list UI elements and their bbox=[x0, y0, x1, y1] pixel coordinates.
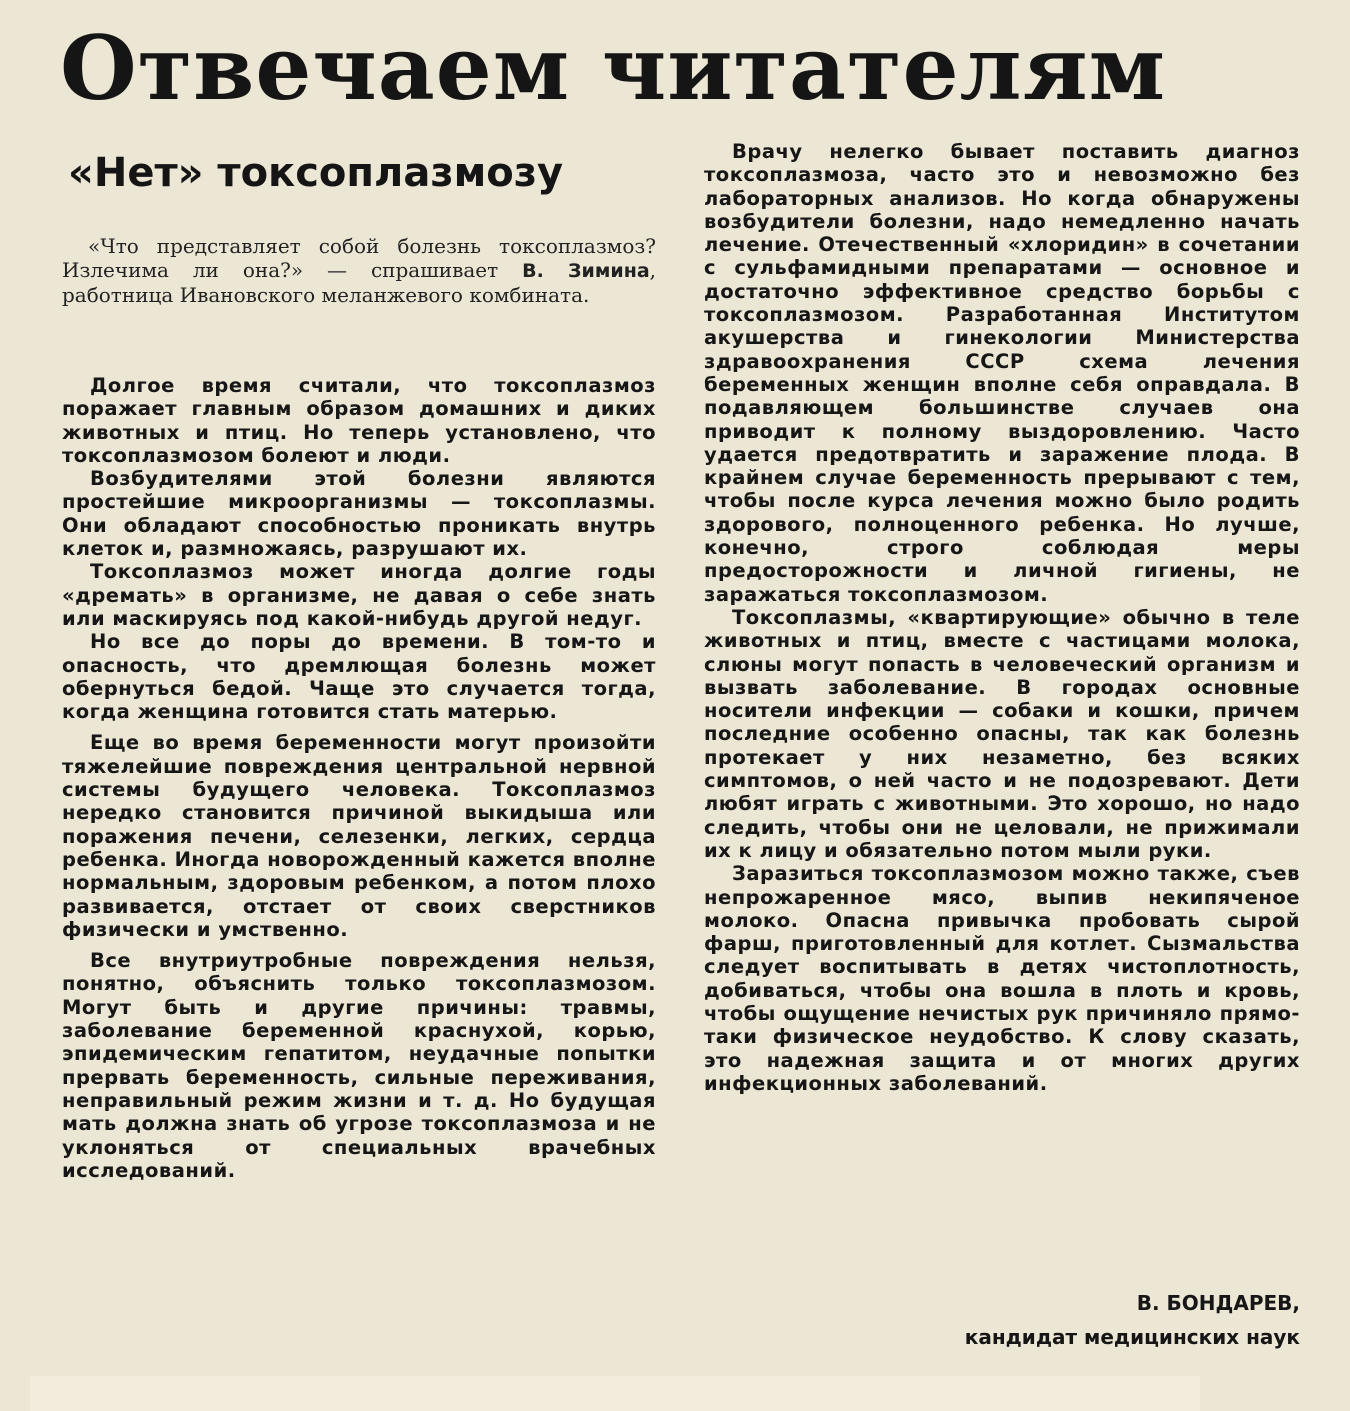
article-paragraph: Возбудителями этой болезни являются простейшие микроорганизмы — токсоплазмы. Они обладают способностью проникать внутрь клеток и, размножаясь, разрушают их. bbox=[62, 467, 656, 561]
question-text-end: , работница Ивановского меланжевого комбината. bbox=[62, 258, 657, 307]
article-paragraph: Но все до поры до времени. В том-то и опасность, что дремлющая болезнь может обернуться бедой. Чаще это случается тогда, когда женщина готовится стать матерью. bbox=[62, 630, 656, 724]
question-author: В. Зимина bbox=[522, 260, 650, 282]
article-paragraph: Врачу нелегко бывает поставить диагноз токсоплазмоза, часто это и невозможно без лабораторных анализов. Но когда обнаружены возбудители болезни, надо немедленно начать лечение. Отечественный «хлоридин» в сочетании с сульфамидными препаратами — основное и достаточно эффективное средство борьбы с токсоплазмозом. Разработанная Институтом акушерства и гинекологии Министерства здравоохранения СССР схема лечения беременных женщин вполне себя оправдала. В подавляющем большинстве случаев она приводит к полному выздоровлению. Часто удается предотвратить и заражение плода. В крайнем случае беременность прерывают с тем, чтобы после курса лечения можно было родить здорового, полноценного ребенка. Но лучше, конечно, строго соблюдая меры предосторожности и личной гигиены, не заражаться токсоплазмозом. bbox=[704, 140, 1300, 606]
article-title: «Нет» токсоплазмозу bbox=[68, 150, 564, 196]
article-paragraph: Долгое время считали, что токсоплазмоз поражает главным образом домашних и диких животных и птиц. Но теперь установлено, что токсоплазмозом болеют и люди. bbox=[62, 374, 656, 467]
article-paragraph: Еще во время беременности могут произойти тяжелейшие повреждения центральной нервной системы будущего человека. Токсоплазмоз нередко становится причиной выкидыша или поражения печени, селезенки, легких, сердца ребенка. Иногда новорожденный кажется вполне нормальным, здоровым ребенком, а потом плохо развивается, отстает от своих сверстников физически и умственно. bbox=[62, 731, 656, 941]
article-paragraph: Токсоплазмы, «квартирующие» обычно в теле животных и птиц, вместе с частицами молока, слюны могут попасть в человеческий организм и вызвать заболевание. В городах основные носители инфекции — собаки и кошки, причем последние особенно опасны, так как болезнь протекает у них незаметно, без всяких симптомов, о ней часто и не подозревают. Дети любят играть с животными. Это хорошо, но надо следить, чтобы они не целовали, не прижимали их к лицу и обязательно потом мыли руки. bbox=[704, 605, 1300, 862]
article-paragraph: Токсоплазмоз может иногда долгие годы «дремать» в организме, не давая о себе знать или маскируясь под какой-нибудь другой недуг. bbox=[62, 560, 656, 630]
question-text-start: «Что представляет собой болезнь токсоплазмоз? Излечима ли она?» — спрашивает bbox=[62, 234, 656, 282]
page-headline: Отвечаем читателям bbox=[60, 16, 1167, 120]
article-right-column bbox=[704, 140, 1300, 1095]
author-name: В. БОНДАРЕВ, bbox=[1136, 1291, 1300, 1315]
author-signature bbox=[965, 1286, 1300, 1354]
reader-question bbox=[62, 234, 656, 307]
article-paragraph: Заразиться токсоплазмозом можно также, съев непрожаренное мясо, выпив некипяченое молоко. Опасна привычка пробовать сырой фарш, приготовленный для котлет. Сызмальства следует воспитывать в детях чистоплотность, добиваться, чтобы она вошла в плоть и кровь, чтобы ощущение нечистых рук причиняло прямо-таки физическое неудобство. К слову сказать, это надежная защита и от многих других инфекционных заболеваний. bbox=[704, 862, 1300, 1095]
article-paragraph: Все внутриутробные повреждения нельзя, понятно, объяснить только токсоплазмозом. Могут быть и другие причины: травмы, заболевание беременной краснухой, корью, эпидемическим гепатитом, неудачные попытки прервать беременность, сильные переживания, неправильный режим жизни и т. д. Но будущая мать должна знать об угрозе токсоплазмоза и не уклоняться от специальных врачебных исследований. bbox=[62, 949, 656, 1182]
paper-edge bbox=[30, 1376, 1200, 1411]
article-left-column bbox=[62, 374, 656, 1182]
author-title: кандидат медицинских наук bbox=[964, 1325, 1300, 1349]
